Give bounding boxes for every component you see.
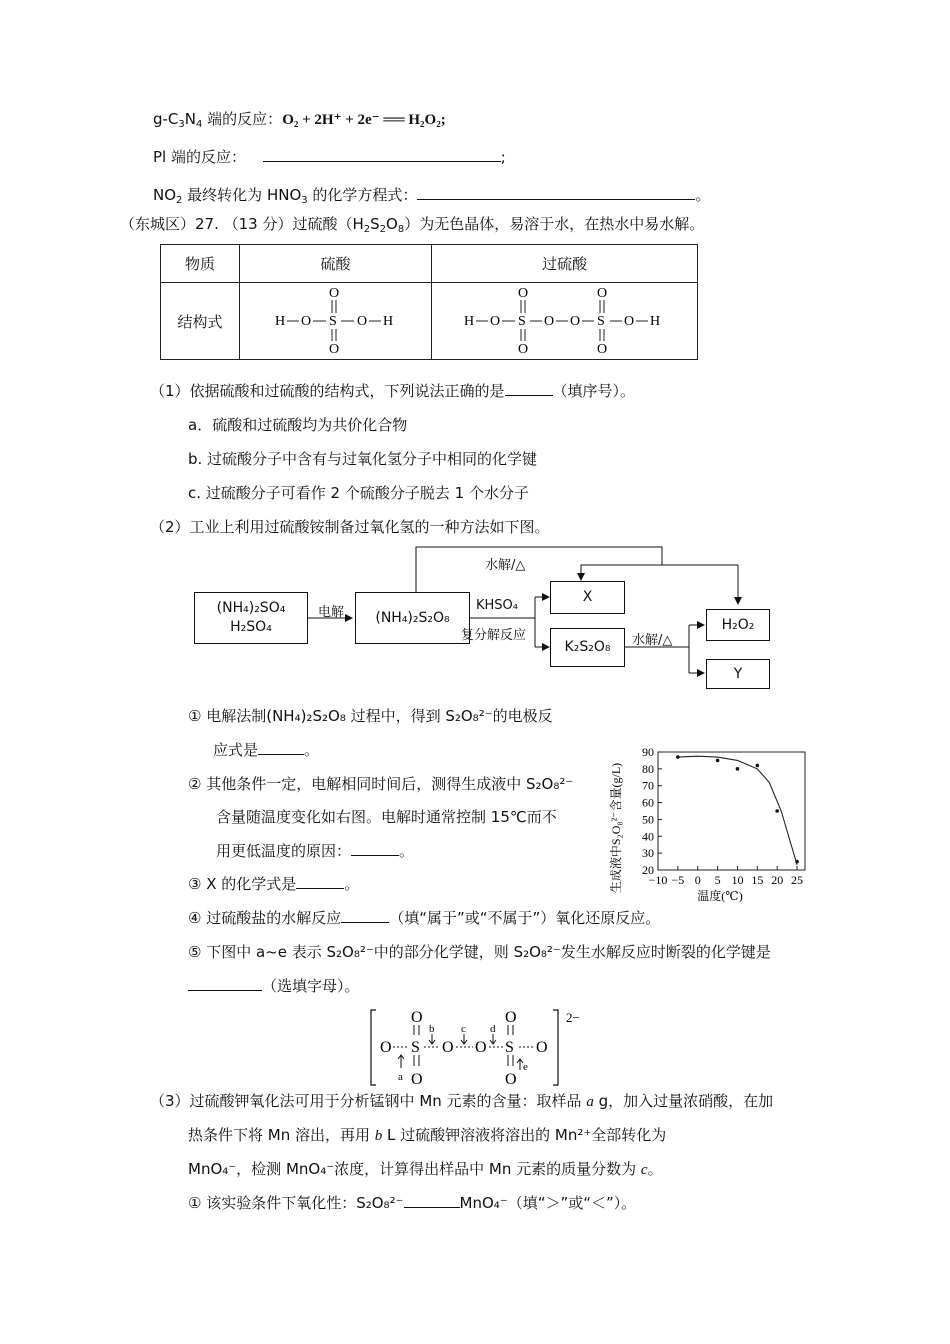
ion-charge: 2− (566, 1010, 580, 1025)
atom-o: O (569, 314, 580, 329)
part3-q1 (188, 1192, 636, 1213)
atom-h: H (649, 314, 660, 329)
x-tick-label: 25 (791, 873, 804, 887)
chart-frame (658, 752, 805, 870)
text: (NH₄)₂S₂O₈ (375, 609, 450, 626)
y-tick-label: 70 (642, 778, 654, 793)
sub: 8 (397, 224, 405, 235)
arrow-hydrolysis-to-x (416, 547, 662, 592)
text: NO (153, 186, 177, 204)
atom-o: O (489, 314, 500, 329)
text: 端的反应： (202, 110, 283, 128)
sub: 2 (176, 195, 183, 206)
atom-o: O (328, 342, 339, 355)
trend-curve (678, 756, 797, 865)
label-hydrolysis-top: 水解/△ (485, 558, 526, 573)
bond-label-c: c (461, 1023, 466, 1035)
sub: 2 (363, 224, 371, 235)
text: ; (500, 148, 506, 166)
y-tick-label: 90 (642, 745, 654, 759)
text: 。 (304, 741, 320, 759)
bond-label-a: a (398, 1071, 403, 1083)
answer-blank[interactable] (341, 908, 389, 923)
atom-o: O (380, 1039, 392, 1056)
q2-2-line3 (216, 840, 414, 861)
bond-label-b: b (429, 1023, 435, 1035)
bracket-left (371, 1010, 376, 1085)
sub: 4 (196, 119, 203, 130)
chart-ylabel: 生成液中S₂O₈²⁻含量(g/L) (609, 762, 623, 894)
chart-axes (642, 745, 805, 887)
text: 。 (647, 1160, 663, 1178)
atom-o: O (623, 314, 634, 329)
label-electrolysis: 电解 (318, 605, 345, 620)
text: g，加入过量浓硝酸，在加 (593, 1092, 774, 1110)
atom-s: S (505, 1039, 514, 1056)
text: 的化学方程式： (307, 186, 418, 204)
variable: a (586, 1094, 594, 1110)
text: 。 (399, 842, 415, 860)
formula: O₂ + 2H⁺ + 2e⁻ ══ H₂O₂; (282, 112, 446, 128)
q2-2-line2: 含量随温度变化如右图。电解时通常控制 15℃而不 (216, 808, 557, 826)
box-ammonium-sulfate (194, 592, 308, 644)
x-tick-label: −10 (648, 873, 668, 887)
text: （1）依据硫酸和过硫酸的结构式，下列说法正确的是 (150, 382, 505, 400)
arrow-c (461, 1034, 467, 1044)
box-h2o2 (706, 609, 770, 641)
atom-h: H (274, 314, 285, 329)
atom-o: O (505, 1071, 517, 1088)
x-tick-label: 5 (714, 873, 721, 887)
text: （填序号）。 (552, 382, 636, 400)
text: MnO₄⁻，检测 MnO₄⁻浓度，计算得出样品中 Mn 元素的质量分数为 (188, 1160, 641, 1178)
atom-o: O (356, 314, 367, 329)
text: 。 (695, 186, 711, 204)
atom-o: O (596, 286, 607, 301)
answer-blank[interactable] (296, 874, 344, 889)
atom-o: O (475, 1039, 487, 1056)
answer-blank[interactable] (404, 1193, 460, 1208)
atom-h: H (382, 314, 393, 329)
text: ① 该实验条件下氧化性：S₂O₈²⁻ (188, 1194, 404, 1212)
q2-5-line2 (188, 975, 360, 996)
text: ④ 过硫酸盐的水解反应 (188, 909, 342, 927)
atom-s: S (517, 314, 526, 329)
q2-1-line2 (213, 739, 319, 760)
atom-h: H (463, 314, 474, 329)
box-y (706, 659, 770, 689)
atom-o: O (300, 314, 311, 329)
box-ammonium-persulfate (355, 592, 470, 644)
text: MnO₄⁻（填“＞”或“＜”）。 (459, 1194, 637, 1212)
text: ③ X 的化学式是 (188, 875, 297, 893)
q2-5-line1: ⑤ 下图中 a~e 表示 S₂O₈²⁻中的部分化学键，则 S₂O₈²⁻发生水解反应时断裂的化学键是 (188, 943, 771, 961)
arrow-b (429, 1034, 435, 1044)
text: L 过硫酸钾溶液将溶出的 Mn²⁺全部转化为 (382, 1126, 667, 1144)
data-point (795, 860, 799, 864)
atom-o: O (536, 1039, 548, 1056)
text: 最终转化为 HNO (182, 186, 302, 204)
text: Pl 端的反应： (153, 148, 246, 166)
text: S (370, 215, 380, 233)
option-b: b. 过硫酸分子中含有与过氧化氢分子中相同的化学键 (188, 450, 538, 468)
atom-o: O (442, 1039, 454, 1056)
part3-line2 (188, 1124, 666, 1145)
table-header-persulfuric: 过硫酸 (432, 245, 698, 283)
y-tick-label: 50 (642, 812, 654, 827)
arrow-a (398, 1055, 404, 1068)
atom-o: O (328, 286, 339, 301)
label-double-decomposition: 复分解反应 (461, 628, 527, 643)
answer-blank[interactable] (258, 740, 304, 755)
text: 。 (344, 875, 360, 893)
y-tick-label: 20 (642, 863, 654, 877)
text: Y (733, 665, 743, 682)
x-tick-label: 20 (771, 873, 784, 887)
atom-o: O (411, 1071, 423, 1088)
y-tick-label: 40 (642, 829, 654, 844)
y-tick-label: 60 (642, 795, 654, 810)
part3-line3 (188, 1158, 663, 1179)
table-header-substance: 物质 (161, 245, 240, 283)
sub: 3 (178, 119, 185, 130)
temperature-chart (600, 740, 820, 905)
q2-1-line1: ① 电解法制(NH₄)₂S₂O₈ 过程中，得到 S₂O₈²⁻的电极反 (188, 707, 553, 725)
bracket-right (553, 1010, 558, 1085)
text: O (386, 215, 398, 233)
option-c: c. 过硫酸分子可看作 2 个硫酸分子脱去 1 个水分子 (188, 484, 529, 502)
text: N (184, 110, 197, 128)
atom-o: O (505, 1009, 517, 1026)
data-point (756, 764, 760, 768)
x-tick-label: 15 (751, 873, 764, 887)
text: 用更低温度的原因： (216, 842, 352, 860)
text: K₂S₂O₈ (564, 639, 611, 656)
q2-2-line1: ② 其他条件一定，电解相同时间后，测得生成液中 S₂O₈²⁻ (188, 775, 574, 793)
atom-o: O (596, 342, 607, 355)
y-tick-label: 80 (642, 761, 654, 776)
bond-label-d: d (490, 1023, 496, 1035)
box-x (550, 581, 625, 614)
label-khso4: KHSO₄ (476, 598, 518, 613)
data-point (775, 809, 779, 813)
part3-line1 (150, 1090, 773, 1111)
chart-xlabel: 温度(℃) (697, 889, 743, 903)
text: 热条件下将 Mn 溶出，再用 (188, 1126, 375, 1144)
text: （东城区）27. （13 分）过硫酸（H (120, 215, 364, 233)
text: H₂SO₄ (230, 619, 272, 635)
text: （选填字母）。 (262, 977, 360, 995)
variable: b (374, 1128, 383, 1144)
label-hydrolysis-mid: 水解/△ (632, 633, 673, 648)
atom-o: O (517, 286, 528, 301)
answer-blank[interactable] (188, 976, 262, 991)
y-tick-label: 30 (642, 846, 654, 861)
text: ）为无色晶体，易溶于水，在热水中易水解。 (404, 215, 705, 233)
text: H₂O₂ (721, 616, 755, 633)
data-point (716, 759, 720, 763)
text: 应式是 (213, 741, 259, 759)
option-a: a．硫酸和过硫酸均为共价化合物 (188, 416, 408, 434)
text: (NH₄)₂SO₄ (216, 600, 286, 617)
text: X (582, 589, 593, 606)
atom-o: O (411, 1009, 423, 1026)
variable: c (640, 1162, 648, 1178)
q2-3 (188, 873, 359, 894)
arrow-d (490, 1034, 496, 1044)
atom-s: S (596, 314, 605, 329)
x-tick-label: 0 (694, 873, 701, 887)
atom-s: S (328, 314, 337, 329)
sub: 2 (379, 224, 387, 235)
table-row-label: 结构式 (161, 283, 240, 360)
atom-o: O (543, 314, 554, 329)
data-point (736, 767, 740, 771)
text: （3）过硫酸钾氧化法可用于分析锰钢中 Mn 元素的含量：取样品 (150, 1092, 587, 1110)
persulfate-ion-structure (368, 1000, 598, 1090)
text: （填“属于”或“不属于”）氧化还原反应。 (389, 909, 661, 927)
text: g-C (153, 110, 179, 128)
sub: 3 (301, 195, 308, 206)
atom-o: O (517, 342, 528, 355)
box-k2s2o8 (550, 628, 625, 667)
bond-label-e: e (523, 1061, 528, 1073)
data-point (676, 755, 680, 759)
part2-stem: （2）工业上利用过硫酸铵制备过氧化氢的一种方法如下图。 (150, 518, 550, 536)
atom-s: S (411, 1039, 420, 1056)
answer-blank[interactable] (351, 841, 399, 856)
x-tick-label: 10 (731, 873, 744, 887)
q2-4 (188, 907, 660, 928)
x-tick-label: −5 (671, 873, 685, 887)
table-header-sulfuric: 硫酸 (240, 245, 432, 283)
